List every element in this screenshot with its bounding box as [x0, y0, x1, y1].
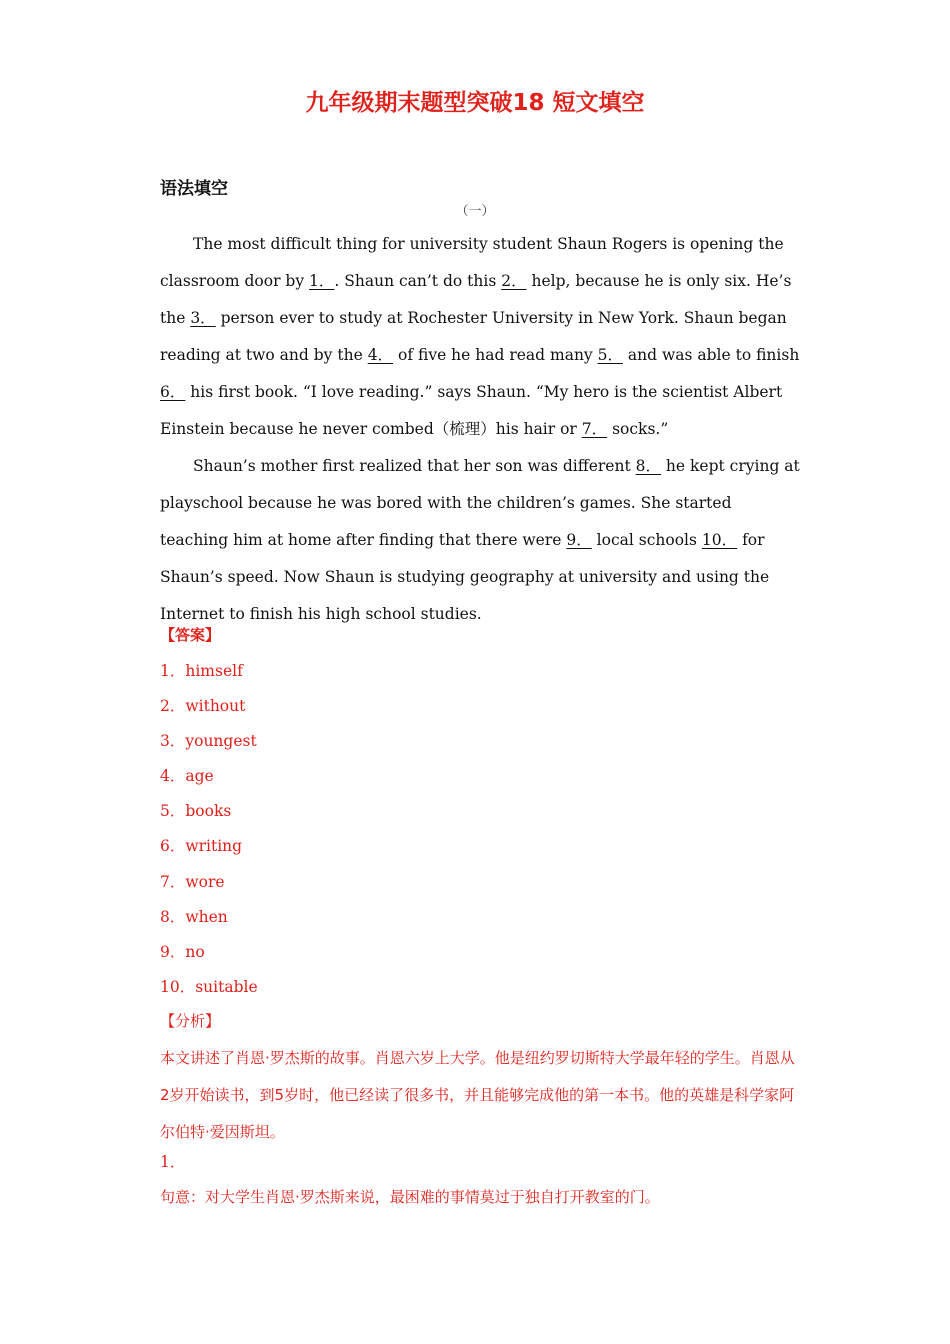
passage-text: help, because he is only six. He’s the [160, 272, 792, 327]
passage-text: his first book. “I love reading.” says Shaun. “My hero is the scientist Albert Einstein because he never combed（梳理）his hair or [160, 383, 783, 438]
page-title: 九年级期末题型突破18 短文填空 [305, 90, 645, 116]
passage-text: and was able to finish [623, 346, 800, 364]
passage-text: person ever to study at Rochester University in New York. Shaun began reading at two and by the [160, 309, 787, 364]
blank-7: 7． [581, 420, 608, 438]
answer-item: 7．wore [160, 872, 225, 891]
blank-3: 3． [190, 309, 216, 327]
item-meaning: 句意：对大学生肖恩·罗杰斯来说，最困难的事情莫过于独自打开教室的门。 [160, 1188, 660, 1206]
passage-text: he kept crying at playschool because he was bored with the children’s games. She started teaching him at home after finding that there were [160, 457, 800, 549]
answer-item: 5．books [160, 802, 232, 821]
blank-9: 9． [566, 531, 592, 549]
blank-6: 6． [160, 383, 186, 401]
passage-number: （一） [455, 204, 495, 219]
blank-8: 8． [635, 457, 661, 475]
answer-heading: 【答案】 [160, 626, 221, 644]
passage-paragraph-2 [160, 448, 800, 633]
analysis-text: 本文讲述了肖恩·罗杰斯的故事。肖恩六岁上大学。他是纽约罗切斯特大学最年轻的学生。肖恩从2岁开始读书，到5岁时，他已经读了很多书，并且能够完成他的第一本书。他的英雄是科学家阿尔伯特·爱因斯坦。 [160, 1049, 795, 1141]
passage-text: The most difficult thing for university student Shaun Rogers is opening the classroom door by [160, 235, 784, 290]
passage-text: local schools [591, 531, 702, 549]
passage-text: for Shaun’s speed. Now Shaun is studying geography at university and using the Internet to finish his high school studies. [160, 531, 770, 623]
passage-paragraph-1 [160, 226, 800, 448]
answer-item: 8．when [160, 907, 228, 926]
section-heading: 语法填空 [160, 179, 228, 199]
passage-text: . Shaun can’t do this [334, 272, 502, 290]
blank-4: 4． [367, 346, 394, 364]
passage-text: of five he had read many [393, 346, 598, 364]
answer-item: 3．youngest [160, 732, 257, 751]
passage-text: socks.” [607, 420, 669, 438]
blank-5: 5． [597, 346, 623, 364]
blank-2: 2． [501, 272, 527, 290]
blank-10: 10． [701, 531, 738, 549]
answer-item: 9．no [160, 942, 205, 961]
blank-1: 1． [309, 272, 335, 290]
item-number: 1． [160, 1153, 186, 1171]
analysis-heading: 【分析】 [160, 1012, 221, 1030]
answer-item: 1．himself [160, 662, 243, 680]
answer-item: 10．suitable [160, 977, 258, 996]
answer-list [160, 654, 258, 1005]
answer-item: 4．age [160, 767, 214, 786]
answer-item: 6．writing [160, 837, 243, 856]
passage-text: Shaun’s mother first realized that her son was different [193, 457, 636, 475]
answer-item: 2．without [160, 697, 246, 716]
